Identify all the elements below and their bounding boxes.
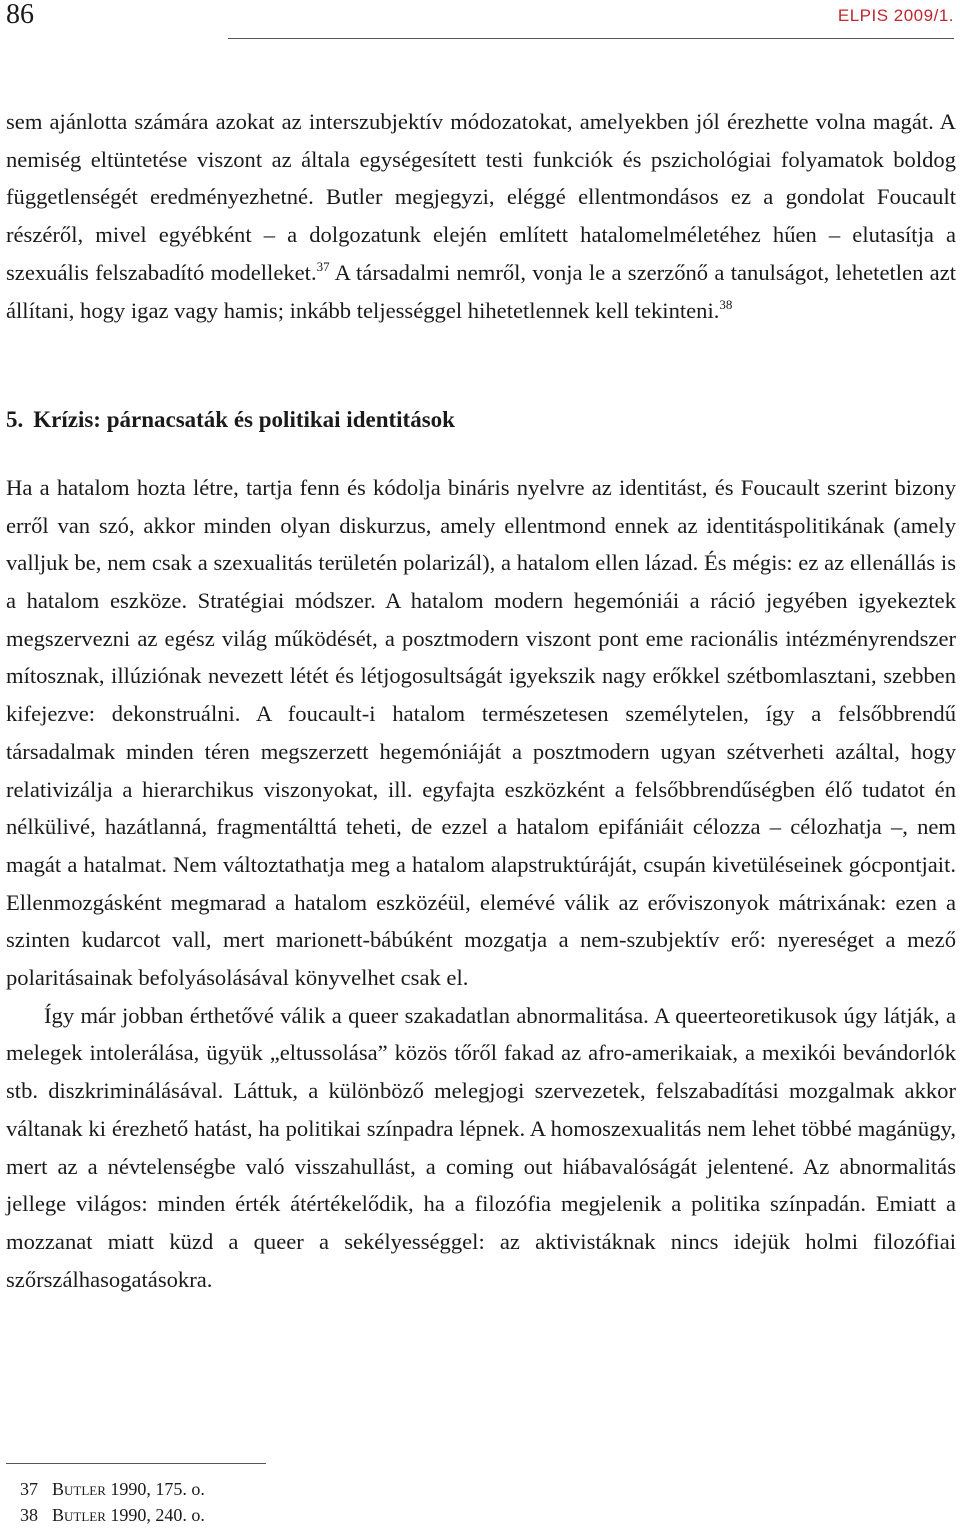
footnotes xyxy=(20,1476,205,1528)
journal-title: ELPIS 2009/1. xyxy=(837,6,954,25)
article-body xyxy=(6,103,956,1298)
paragraph-1-text-a: sem ajánlotta számára azokat az interszubjektív módozatokat, amelyekben jól érezhette volna magát. A nemiség eltüntetése viszont az általa egységesített testi funkciók és pszichológiai folyamatok boldog függetlenségét eredményezhetné. Butler megjegyzi, eléggé ellentmondásos ez a gondolat Foucault részéről, mivel egyébként – a dolgozatunk elején említett hatalomelméletéhez hűen – elutasítja a szexuális felszabadító modelleket. xyxy=(6,109,956,285)
footnote-citation: 1990, 175. o. xyxy=(105,1479,205,1499)
footnote-38 xyxy=(20,1502,205,1528)
paragraph-1-text-b: A társadalmi nemről, vonja le a szerzőnő a tanulságot, lehetetlen azt állítani, hogy igaz vagy hamis; inkább teljességgel hihetetlennek kell tekinteni. xyxy=(6,259,956,323)
paragraph-3: Így már jobban érthetővé válik a queer szakadatlan abnormalitása. A queerteoretikusok úgy látják, a melegek intolerálása, ügyük „eltussolása” közös tőről fakad az afro-amerikaiak, a mexikói bevándorlók stb. diszkriminálásával. Láttuk, a különböző melegjogi szervezetek, felszabadítási mozgalmak akkor váltanak ki érezhető hatást, ha politikai színpadra lépnek. A homoszexualitás nem lehet többé magánügy, mert az a névtelenségbe való visszahullást, a coming out hiábavalóságát jelentené. Az abnormalitás jellege világos: minden érték átértékelődik, ha a filozófia megjelenik a politika színpadán. Emiatt a mozzanat miatt küzd a queer a sekélyességgel: az aktivistáknak nincs idejük holmi filozófiai szőrszálhasogatásokra. xyxy=(6,1002,956,1292)
footnote-rule xyxy=(6,1463,266,1464)
footnote-number: 37 xyxy=(20,1479,38,1499)
footnote-ref-38[interactable]: 38 xyxy=(719,296,733,312)
header-rule xyxy=(228,38,954,39)
section-title: Krízis: párnacsaták és politikai identitások xyxy=(33,407,455,433)
footnote-ref-37[interactable]: 37 xyxy=(316,258,330,274)
footnote-author: Butler xyxy=(52,1505,106,1525)
section-heading xyxy=(6,401,956,439)
page-header xyxy=(6,0,954,40)
footnote-author: Butler xyxy=(52,1479,106,1499)
footnote-37 xyxy=(20,1476,205,1502)
page-number: 86 xyxy=(6,0,34,30)
footnote-citation: 1990, 240. o. xyxy=(105,1505,205,1525)
section-number: 5. xyxy=(6,407,24,433)
footnote-number: 38 xyxy=(20,1505,38,1525)
paragraph-1 xyxy=(6,103,956,329)
paragraph-2: Ha a hatalom hozta létre, tartja fenn és kódolja bináris nyelvre az identitást, és Foucault szerint bizony erről van szó, akkor minden olyan diskurzus, amely ellentmond ennek az identitáspolitikának (amely valljuk be, nem csak a szexualitás területén polarizál), a hatalom ellen lázad. És mégis: ez az ellenállás is a hatalom eszköze. Stratégiai módszer. A hatalom modern hegemóniái a ráció jegyében igyekeztek megszervezni az egész világ működését, a posztmodern viszont pont eme racionális intézményrendszer mítosznak, illúziónak nevezett létét és létjogosultságát igyekszik nagy erőkkel szétbomlasztani, szebben kifejezve: dekonstruálni. A foucault-i hatalom természetesen személytelen, így a felsőbbrendű társadalmak minden téren megszerzett hegemóniáját a posztmodern ugyan szétverheti azáltal, hogy relativizálja a hierarchikus viszonyokat, ill. egyfajta eszközként a felsőbbrendűségben élő tudatot én nélkülivé, hazátlanná, fragmentálttá teheti, de ezzel a hatalom epifániáit célozza – célozhatja –, nem magát a hatalmat. Nem változtathatja meg a hatalom alapstruktúráját, csupán kivetüléseinek gócpontjait. Ellenmozgásként megmarad a hatalom eszközéül, elemévé válik az erőviszonyok mátrixának: ezen a szinten kudarcot vall, mert marionett-bábúként mozgatja a nem-szubjektív erő: nyereséget a mező polaritásainak befolyásolásával könyvelhet csak el. xyxy=(6,474,956,991)
